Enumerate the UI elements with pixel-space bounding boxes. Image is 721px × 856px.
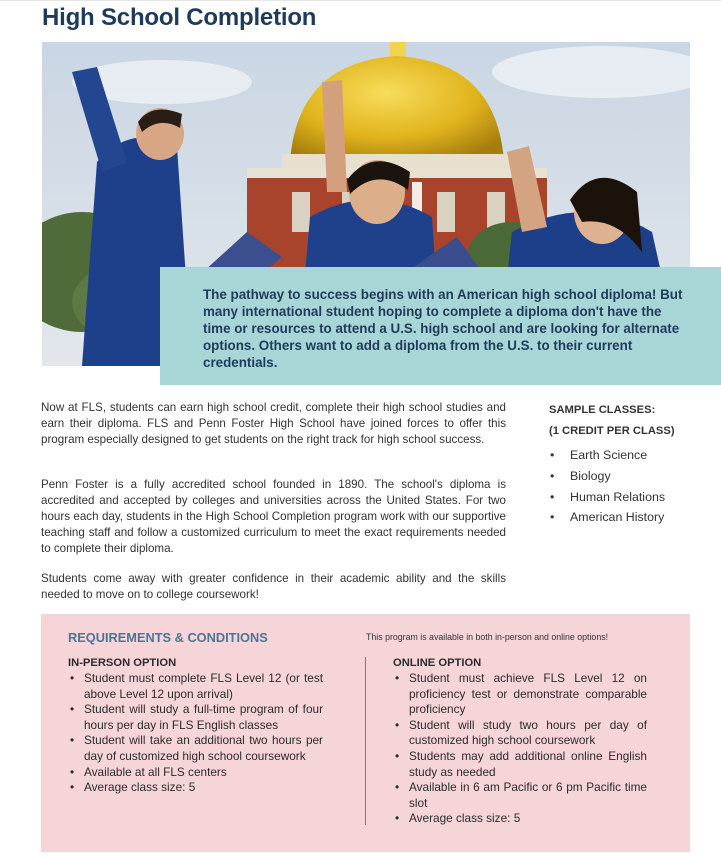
sample-classes xyxy=(549,400,709,528)
list-item xyxy=(68,765,323,781)
in-person-heading: IN-PERSON OPTION xyxy=(68,657,177,669)
list-item xyxy=(68,702,323,733)
penn-foster-paragraph: Penn Foster is a fully accredited school founded in 1890. The school's diploma is accredited and accepted by colleges and universities across the United States. For two hours each day, students in the High School Completion program work with our supportive teaching staff and follow a customized curriculum to meet the exact requirements needed to complete their diploma. xyxy=(41,478,506,555)
outcome-paragraph: Students come away with greater confidence in their academic ability and the skills needed to move on to college coursework! xyxy=(41,572,506,601)
requirement-text: Average class size: 5 xyxy=(84,780,196,795)
list-item xyxy=(549,507,709,528)
list-item xyxy=(393,780,647,811)
class-name: Human Relations xyxy=(570,489,666,504)
sample-classes-heading: SAMPLE CLASSES: xyxy=(549,404,656,416)
class-name: Biology xyxy=(570,468,611,483)
list-item xyxy=(393,718,647,749)
requirements-title: REQUIREMENTS & CONDITIONS xyxy=(68,630,268,645)
requirement-text: Student will study two hours per day of customized high school coursework xyxy=(409,717,647,748)
bullet-icon: • xyxy=(395,671,400,685)
requirement-text: Student must complete FLS Level 12 (or test above Level 12 upon arrival) xyxy=(84,671,323,701)
bullet-icon: • xyxy=(550,489,555,504)
list-item xyxy=(549,445,709,466)
bullet-icon: • xyxy=(395,811,400,826)
list-item xyxy=(68,780,323,796)
list-item xyxy=(393,749,647,780)
availability-note: This program is available in both in-person and online options! xyxy=(366,632,609,642)
list-item xyxy=(549,487,709,508)
class-name: Earth Science xyxy=(570,448,648,462)
page-title: High School Completion xyxy=(42,4,317,31)
bullet-icon: • xyxy=(70,702,75,717)
online-list xyxy=(393,671,647,827)
top-rule xyxy=(0,0,721,1)
list-item xyxy=(549,466,709,487)
sample-classes-list xyxy=(549,445,709,528)
bullet-icon: • xyxy=(550,468,555,483)
in-person-list xyxy=(68,671,323,796)
bullet-icon: • xyxy=(395,780,400,795)
callout-text: The pathway to success begins with an American high school diploma! But many international student hoping to complete a diploma don't have the time or resources to attend a U.S. high school and are looking for alternate options. Others want to add a diploma from the U.S. to their current credentials. xyxy=(203,287,683,370)
list-item xyxy=(68,671,323,702)
requirement-text: Available in 6 am Pacific or 6 pm Pacific time slot xyxy=(409,780,647,810)
online-heading: ONLINE OPTION xyxy=(393,657,482,669)
requirement-text: Student will study a full-time program of four hours per day in FLS English classes xyxy=(84,702,323,732)
bullet-icon: • xyxy=(70,764,75,779)
requirement-text: Average class size: 5 xyxy=(409,811,521,826)
bullet-icon: • xyxy=(70,733,75,748)
list-item xyxy=(393,811,647,827)
requirement-text: Students may add additional online English study as needed xyxy=(409,748,647,779)
column-divider xyxy=(365,657,366,825)
class-name: American History xyxy=(570,510,665,525)
requirement-text: Available at all FLS centers xyxy=(84,764,227,779)
bullet-icon: • xyxy=(70,780,75,795)
bullet-icon: • xyxy=(395,748,400,763)
bullet-icon: • xyxy=(550,448,555,462)
list-item xyxy=(68,733,323,764)
bullet-icon: • xyxy=(70,671,75,685)
sample-classes-subheading: (1 CREDIT PER CLASS) xyxy=(549,425,675,437)
list-item xyxy=(393,671,647,718)
requirement-text: Student must achieve FLS Level 12 on proficiency test or demonstrate comparable proficiency xyxy=(409,671,647,717)
bullet-icon: • xyxy=(550,510,555,525)
intro-paragraph: Now at FLS, students can earn high school credit, complete their high school studies and earn their diploma. FLS and Penn Foster High School have joined forces to offer this program especially designed to get students on the right track for high school success. xyxy=(41,401,506,446)
bullet-icon: • xyxy=(395,717,400,732)
requirement-text: Student will take an additional two hours per day of customized high school coursework xyxy=(84,733,323,763)
